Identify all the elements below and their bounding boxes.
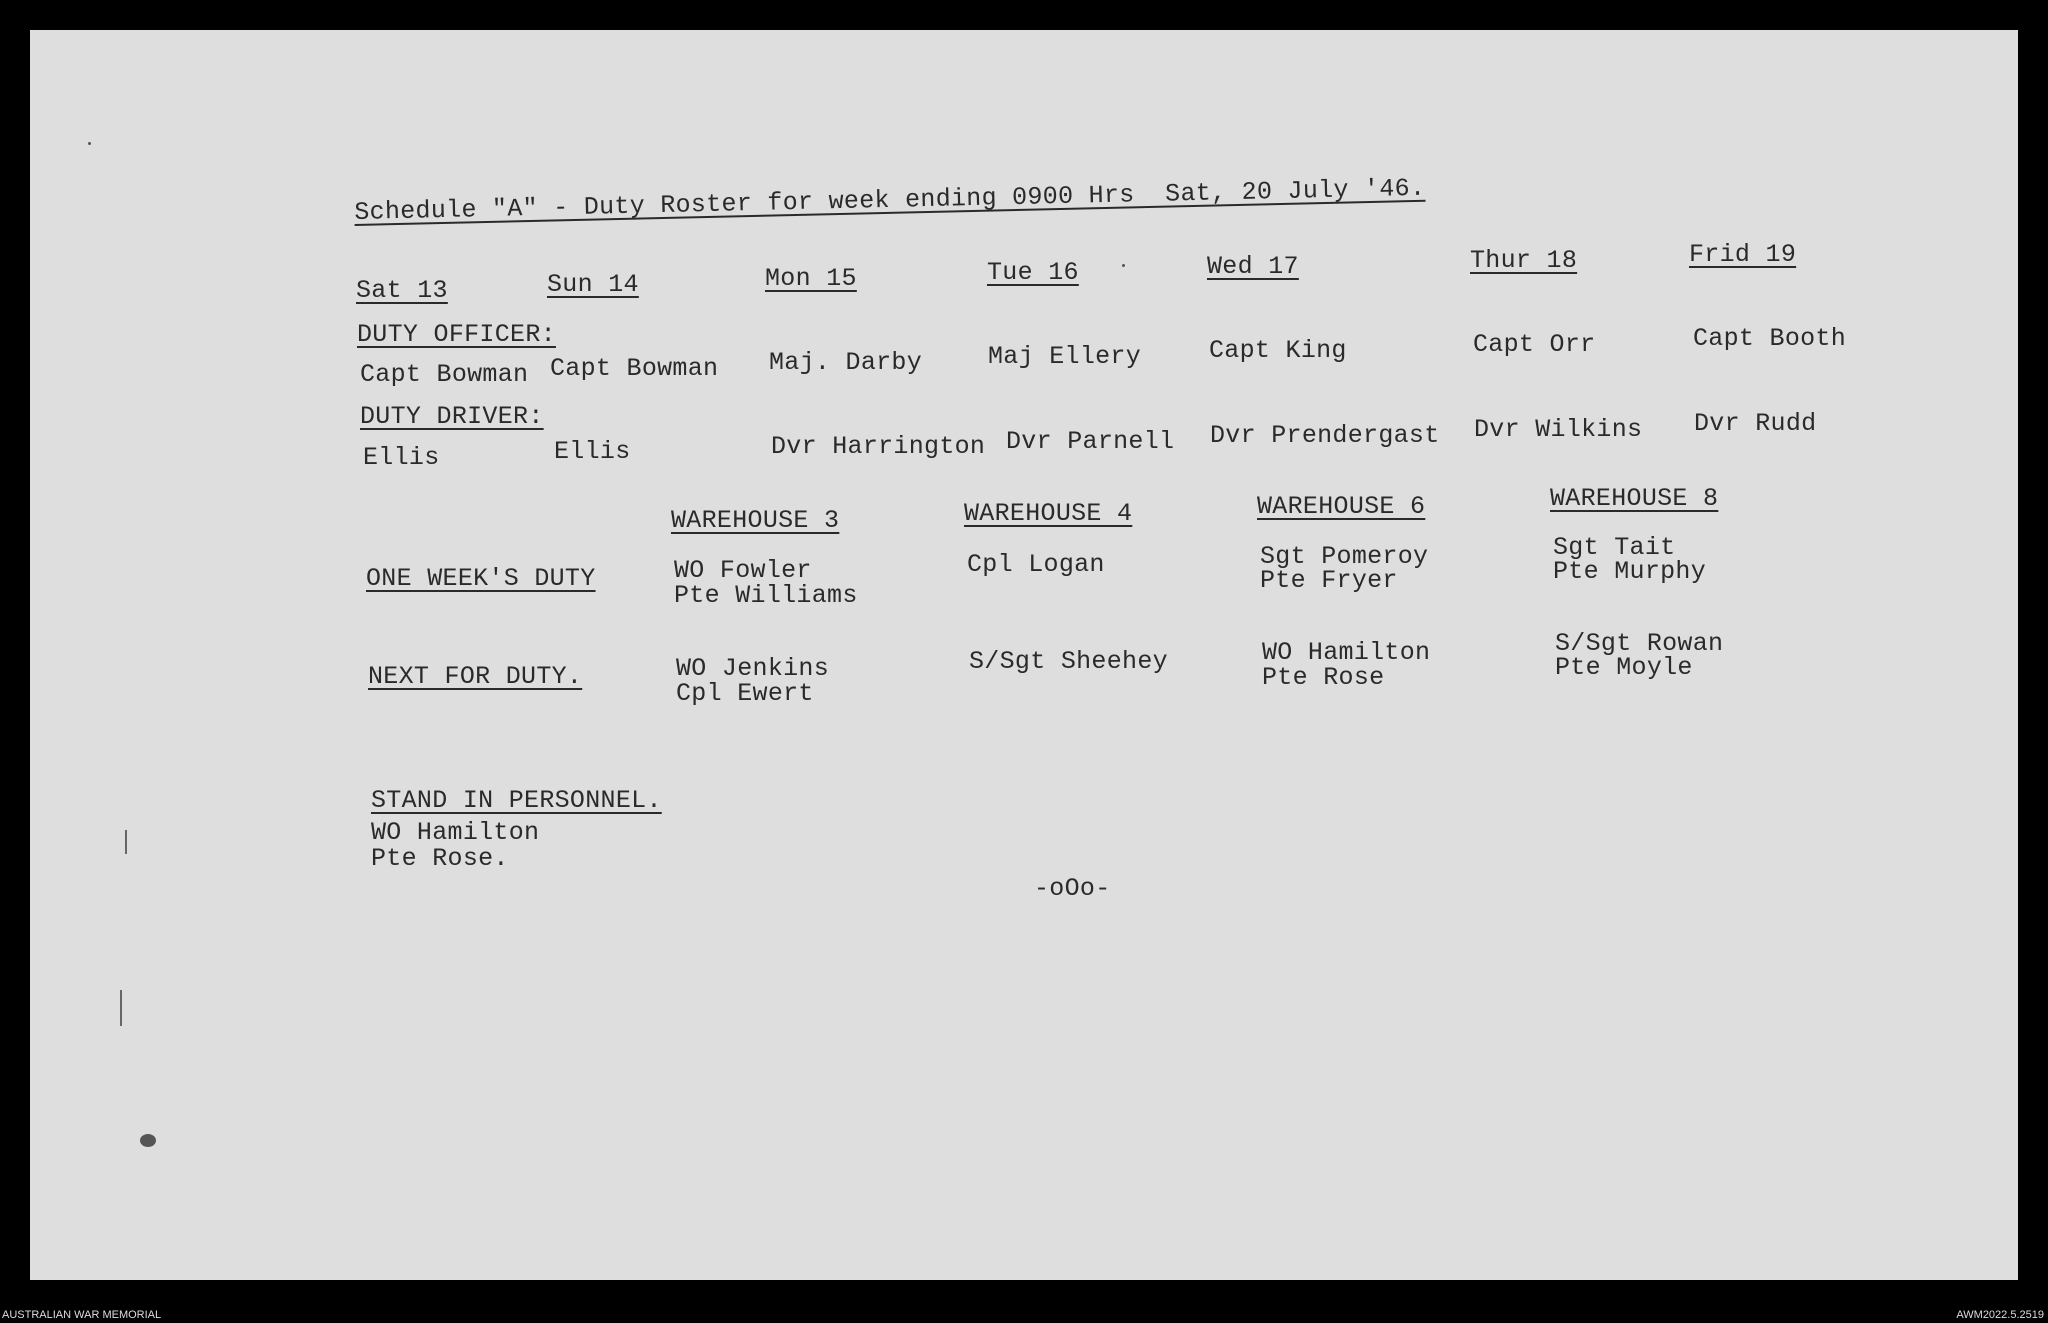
schedule-title: Schedule "A" - Duty Roster for week ending 0900 Hrs Sat, 20 July '46. bbox=[354, 173, 1426, 227]
duty-officer-sun: Capt Bowman bbox=[550, 354, 719, 383]
duty-driver-fri: Dvr Rudd bbox=[1694, 409, 1817, 438]
stand-in-name-1: WO Hamilton bbox=[371, 818, 540, 847]
day-header-tue: Tue 16 bbox=[987, 258, 1079, 287]
next-for-duty-w3-line2: Cpl Ewert bbox=[676, 679, 814, 708]
duty-driver-label: DUTY DRIVER: bbox=[360, 402, 544, 431]
duty-officer-thur: Capt Orr bbox=[1473, 330, 1596, 359]
day-header-thur: Thur 18 bbox=[1470, 246, 1578, 275]
next-for-duty-w4-line1: S/Sgt Sheehey bbox=[969, 647, 1168, 676]
duty-driver-thur: Dvr Wilkins bbox=[1474, 415, 1643, 444]
one-weeks-duty-w8-line1: Sgt Tait bbox=[1553, 533, 1676, 562]
day-header-wed: Wed 17 bbox=[1207, 252, 1299, 281]
duty-driver-tue: Dvr Parnell bbox=[1006, 427, 1175, 456]
warehouse-4-header: WAREHOUSE 4 bbox=[964, 499, 1133, 528]
duty-officer-sat: Capt Bowman bbox=[360, 360, 529, 389]
one-weeks-duty-w6-line1: Sgt Pomeroy bbox=[1260, 542, 1429, 571]
paper-speck bbox=[88, 142, 91, 145]
duty-officer-tue: Maj Ellery bbox=[988, 342, 1142, 371]
stand-in-name-2: Pte Rose. bbox=[371, 844, 509, 873]
next-for-duty-w6-line2: Pte Rose bbox=[1262, 663, 1385, 692]
duty-driver-mon: Dvr Harrington bbox=[771, 432, 986, 461]
warehouse-6-header: WAREHOUSE 6 bbox=[1257, 492, 1426, 521]
next-for-duty-w6-line1: WO Hamilton bbox=[1262, 638, 1431, 667]
stand-in-label: STAND IN PERSONNEL. bbox=[371, 786, 662, 815]
end-mark: -oOo- bbox=[1034, 874, 1111, 903]
warehouse-8-header: WAREHOUSE 8 bbox=[1550, 484, 1719, 513]
duty-driver-sun: Ellis bbox=[554, 437, 631, 466]
one-weeks-duty-w3-line1: WO Fowler bbox=[674, 556, 812, 585]
next-for-duty-w8-line1: S/Sgt Rowan bbox=[1555, 629, 1724, 658]
one-weeks-duty-label: ONE WEEK'S DUTY bbox=[366, 564, 596, 593]
one-weeks-duty-w3-line2: Pte Williams bbox=[674, 581, 858, 610]
next-for-duty-w3-line1: WO Jenkins bbox=[676, 654, 830, 683]
paper-speck bbox=[1122, 264, 1125, 267]
margin-mark bbox=[120, 990, 122, 1026]
day-header-fri: Frid 19 bbox=[1689, 240, 1797, 269]
duty-officer-mon: Maj. Darby bbox=[769, 348, 923, 377]
footer-left: AUSTRALIAN WAR MEMORIAL bbox=[2, 1309, 162, 1321]
document-page bbox=[30, 30, 2018, 1280]
day-header-sat: Sat 13 bbox=[356, 276, 448, 305]
warehouse-3-header: WAREHOUSE 3 bbox=[671, 506, 840, 535]
ink-blot bbox=[140, 1134, 156, 1147]
duty-driver-wed: Dvr Prendergast bbox=[1210, 421, 1440, 450]
footer-right: AWM2022.5.2519 bbox=[1956, 1309, 2044, 1321]
next-for-duty-w8-line2: Pte Moyle bbox=[1555, 653, 1693, 682]
day-header-mon: Mon 15 bbox=[765, 264, 857, 293]
next-for-duty-label: NEXT FOR DUTY. bbox=[368, 662, 583, 691]
duty-officer-wed: Capt King bbox=[1209, 336, 1347, 365]
day-header-sun: Sun 14 bbox=[547, 270, 639, 299]
one-weeks-duty-w8-line2: Pte Murphy bbox=[1553, 557, 1707, 586]
duty-driver-sat: Ellis bbox=[363, 443, 440, 472]
one-weeks-duty-w4-line1: Cpl Logan bbox=[967, 550, 1105, 579]
duty-officer-label: DUTY OFFICER: bbox=[357, 320, 556, 349]
one-weeks-duty-w6-line2: Pte Fryer bbox=[1260, 566, 1398, 595]
duty-officer-fri: Capt Booth bbox=[1693, 324, 1847, 353]
margin-mark bbox=[125, 830, 127, 854]
